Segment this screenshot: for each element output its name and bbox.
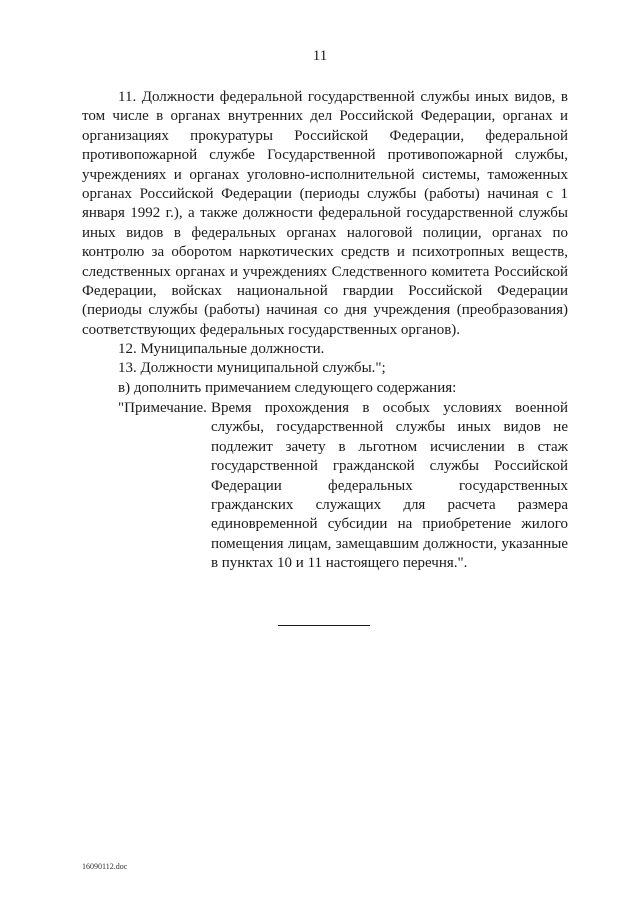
- paragraph-item-13: 13. Должности муниципальной службы.";: [118, 360, 386, 377]
- page-number: 11: [312, 48, 328, 64]
- note-block: [118, 399, 568, 574]
- note-text: Время прохождения в особых условиях военной службы, государственной службы иных видов не подлежит зачету в льготном исчислении в стаж государственной гражданской службы Российской Федерации федеральных государственных гражданских служащих для расчета размера единовременной субсидии на приобретение жилого помещения лицам, замещавшим должности, указанные в пунктах 10 и 11 настоящего перечня.".: [210, 400, 568, 572]
- paragraph-item-12: 12. Муниципальные должности.: [118, 341, 325, 357]
- paragraph-subpoint-v: в) дополнить примечанием следующего содержания:: [118, 379, 457, 396]
- note-label: "Примечание.: [118, 400, 207, 416]
- short-items-block: [82, 340, 568, 398]
- document-filename: 16090112.doc: [82, 862, 128, 871]
- paragraph-item-11: 11. Должности федеральной государственной службы иных видов, в том числе в органах внутренних дел Российской Федерации, органах и организациях прокуратуры Российской Федерации, федеральной противопожарной службе Государственной противопожарной службы, учреждениях и органах уголовно-исполнительной системы, таможенных органах Российской Федерации (периоды службы (работы) начиная с 1 января 1992 г.), а также должности федеральной государственной службы иных видов в федеральных органах налоговой полиции, органах по контролю за оборотом наркотических средств и психотропных веществ, следственных органах и учреждениях Следственного комитета Российской Федерации, войсках национальной гвардии Российской Федерации (периоды службы (работы) начиная со дня учреждения (преобразования) соответствующих федеральных государственных органов).: [82, 89, 568, 338]
- end-separator-line: [278, 625, 370, 626]
